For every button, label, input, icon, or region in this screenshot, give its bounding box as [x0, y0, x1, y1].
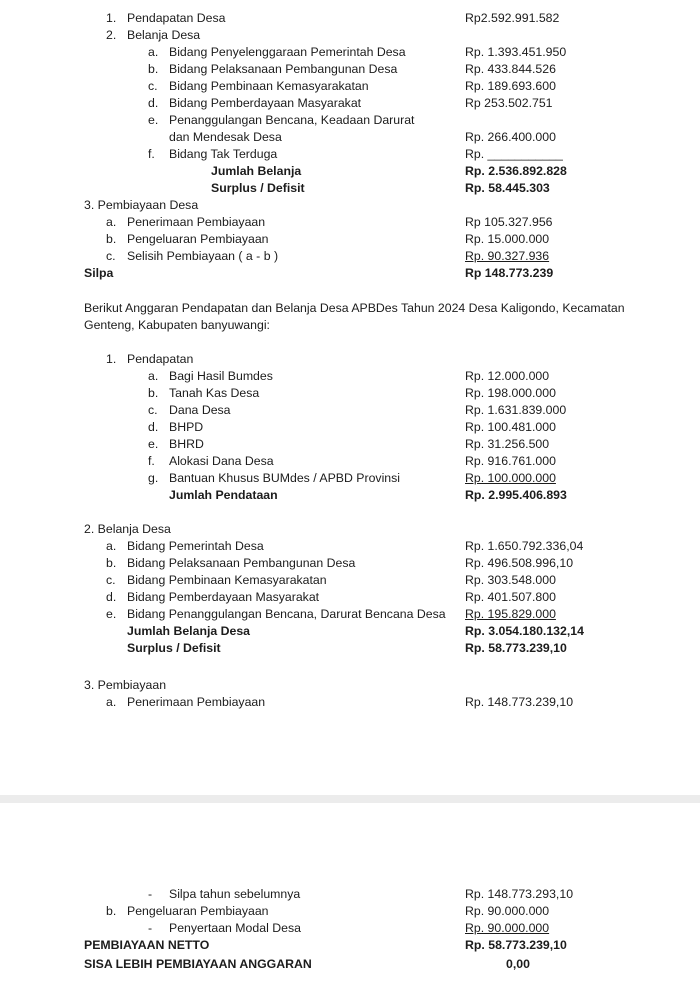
item-value: Rp. 31.256.500: [465, 437, 550, 451]
item-letter: a.: [148, 369, 159, 383]
belanja-desa-heading: Belanja Desa: [127, 28, 201, 42]
item-letter: g.: [148, 471, 159, 485]
item-value: Rp. 1.631.839.000: [465, 403, 567, 417]
bullet-dash: -: [148, 887, 153, 901]
jumlah-belanja-label: Jumlah Belanja: [211, 164, 302, 178]
item-letter: a.: [106, 215, 117, 229]
item-letter: f.: [148, 147, 155, 161]
item-letter: c.: [106, 249, 116, 263]
item-number: 1.: [106, 11, 117, 25]
item-value: Rp. 90.000.000: [465, 921, 550, 935]
item-label: Bidang Pelaksanaan Pembangunan Desa: [169, 62, 398, 76]
item-letter: a.: [106, 539, 117, 553]
item-letter: b.: [148, 386, 159, 400]
item-value: Rp. 1.393.451.950: [465, 45, 567, 59]
item-value: Rp. 916.761.000: [465, 454, 556, 468]
pendapatan-desa-label: Pendapatan Desa: [127, 11, 226, 25]
item-label: BHRD: [169, 437, 204, 451]
item-letter: d.: [148, 420, 159, 434]
sisa-lebih-value: 0,00: [506, 957, 530, 971]
item-letter: e.: [106, 607, 117, 621]
item-label: Alokasi Dana Desa: [169, 454, 274, 468]
item-value: Rp. 189.693.600: [465, 79, 556, 93]
item-letter: b.: [106, 904, 117, 918]
item-label: Penyertaan Modal Desa: [169, 921, 301, 935]
item-value: Rp. 303.548.000: [465, 573, 556, 587]
item-label-continued: dan Mendesak Desa: [169, 130, 282, 144]
item-letter: c.: [106, 573, 116, 587]
item-value: Rp. 1.650.792.336,04: [465, 539, 584, 553]
item-letter: d.: [106, 590, 117, 604]
item-label: Pengeluaran Pembiayaan: [127, 904, 269, 918]
item-value: Rp. 195.829.000: [465, 607, 556, 621]
item-label: Bidang Pembinaan Kemasyarakatan: [127, 573, 327, 587]
surplus-defisit-label: Surplus / Defisit: [211, 181, 305, 195]
item-value: Rp 253.502.751: [465, 96, 553, 110]
silpa-label: Silpa: [84, 266, 114, 280]
item-letter: b.: [106, 556, 117, 570]
intro-paragraph: Berikut Anggaran Pendapatan dan Belanja Desa APBDes Tahun 2024 Desa Kaligondo, Kecamatan Genteng, Kabupaten banyuwangi:: [84, 301, 625, 332]
item-letter: c.: [148, 79, 158, 93]
surplus-defisit-value: Rp. 58.445.303: [465, 181, 550, 195]
item-number: 2.: [106, 28, 117, 42]
jumlah-belanja-value: Rp. 2.536.892.828: [465, 164, 567, 178]
item-value: Rp. 100.000.000: [465, 471, 556, 485]
item-label: Bidang Pelaksanaan Pembangunan Desa: [127, 556, 356, 570]
item-label: Penanggulangan Bencana, Keadaan Darurat: [169, 113, 415, 127]
item-letter: e.: [148, 113, 159, 127]
item-label: Bidang Pemerintah Desa: [127, 539, 264, 553]
silpa-value: Rp 148.773.239: [465, 266, 554, 280]
item-label: Bidang Penanggulangan Bencana, Darurat Bencana Desa: [127, 607, 446, 621]
item-letter: c.: [148, 403, 158, 417]
jumlah-pendapatan-value: Rp. 2.995.406.893: [465, 488, 567, 502]
item-value: Rp. 90.327.936: [465, 249, 550, 263]
pendapatan-heading: Pendapatan: [127, 352, 194, 366]
pendapatan-desa-value: Rp2.592.991.582: [465, 11, 560, 25]
item-number: 1.: [106, 352, 117, 366]
bullet-dash: -: [148, 921, 153, 935]
jumlah-pendapatan-label: Jumlah Pendataan: [169, 488, 278, 502]
item-letter: d.: [148, 96, 159, 110]
item-letter: e.: [148, 437, 159, 451]
item-label: Dana Desa: [169, 403, 231, 417]
item-value: Rp. 401.507.800: [465, 590, 556, 604]
item-value: Rp. 100.481.000: [465, 420, 556, 434]
pembiayaan-netto-label: PEMBIAYAAN NETTO: [84, 938, 210, 952]
item-label: Selisih Pembiayaan ( a - b ): [127, 249, 279, 263]
item-value: Rp. 266.400.000: [465, 130, 556, 144]
item-letter: a.: [148, 45, 159, 59]
item-value: Rp. 90.000.000: [465, 904, 550, 918]
item-label: Bidang Penyelenggaraan Pemerintah Desa: [169, 45, 406, 59]
surplus-defisit-label: Surplus / Defisit: [127, 641, 221, 655]
item-value: Rp. 148.773.293,10: [465, 887, 574, 901]
pembiayaan-desa-heading: 3. Pembiayaan Desa: [84, 198, 199, 212]
item-label: Bantuan Khusus BUMdes / APBD Provinsi: [169, 471, 401, 485]
item-letter: b.: [106, 232, 117, 246]
item-letter: b.: [148, 62, 159, 76]
belanja-desa-heading: 2. Belanja Desa: [84, 522, 171, 536]
item-value: Rp 105.327.956: [465, 215, 553, 229]
item-label: Bidang Pemberdayaan Masyarakat: [169, 96, 362, 110]
item-label: Penerimaan Pembiayaan: [127, 215, 266, 229]
item-label: BHPD: [169, 420, 204, 434]
item-label: Bidang Pemberdayaan Masyarakat: [127, 590, 320, 604]
page-break-divider: [0, 795, 700, 803]
item-value: Rp. 12.000.000: [465, 369, 550, 383]
jumlah-belanja-label: Jumlah Belanja Desa: [127, 624, 251, 638]
item-label: Bagi Hasil Bumdes: [169, 369, 273, 383]
pembiayaan-netto-value: Rp. 58.773.239,10: [465, 938, 567, 952]
jumlah-belanja-value: Rp. 3.054.180.132,14: [465, 624, 584, 638]
item-label: Tanah Kas Desa: [169, 386, 260, 400]
surplus-defisit-value: Rp. 58.773.239,10: [465, 641, 567, 655]
item-label: Penerimaan Pembiayaan: [127, 695, 266, 709]
item-value: Rp. 433.844.526: [465, 62, 556, 76]
item-value: Rp. 496.508.996,10: [465, 556, 574, 570]
pembiayaan-heading: 3. Pembiayaan: [84, 678, 167, 692]
item-value: Rp. 198.000.000: [465, 386, 556, 400]
item-letter: f.: [148, 454, 155, 468]
item-value: Rp. 148.773.239,10: [465, 695, 574, 709]
sisa-lebih-label: SISA LEBIH PEMBIAYAAN ANGGARAN: [84, 957, 312, 971]
item-label: Pengeluaran Pembiayaan: [127, 232, 269, 246]
item-label: Silpa tahun sebelumnya: [169, 887, 301, 901]
item-value: Rp. ___________: [465, 147, 563, 161]
item-label: Bidang Tak Terduga: [169, 147, 278, 161]
item-label: Bidang Pembinaan Kemasyarakatan: [169, 79, 369, 93]
item-value: Rp. 15.000.000: [465, 232, 550, 246]
item-letter: a.: [106, 695, 117, 709]
